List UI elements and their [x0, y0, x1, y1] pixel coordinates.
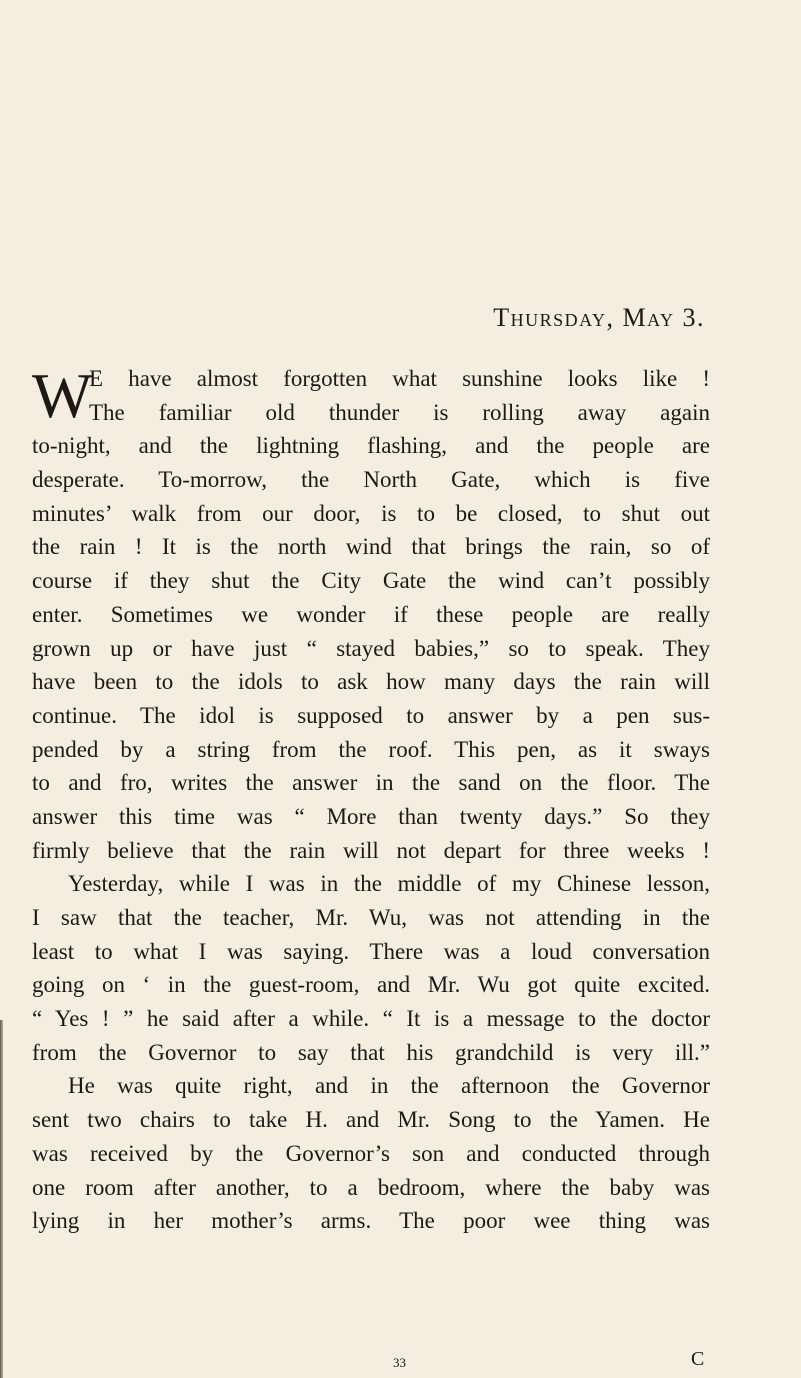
- text-line: least to what I was saying. There was a loud conversation: [32, 938, 710, 964]
- text-line: firmly believe that the rain will not depart for three weeks !: [32, 837, 710, 863]
- drop-cap: W: [32, 360, 93, 431]
- text-line: E have almost forgotten what sunshine looks like !: [89, 366, 710, 391]
- text-line: was received by the Governor’s son and conducted through: [32, 1140, 710, 1166]
- text-line: course if they shut the City Gate the wind can’t possibly: [32, 568, 710, 594]
- text-line: to-night, and the lightning flashing, and the people are: [32, 433, 710, 459]
- text-line: from the Governor to say that his grandchild is very ill.”: [32, 1039, 710, 1065]
- text-line: to and fro, writes the answer in the sand on the floor. The: [32, 770, 710, 796]
- date-heading: Thursday, May 3.: [493, 303, 705, 332]
- text-line: one room after another, to a bedroom, where the baby was: [32, 1174, 710, 1200]
- text-line: Yesterday, while I was in the middle of my Chinese lesson,: [68, 871, 710, 897]
- text-line: grown up or have just “ stayed babies,” so to speak. They: [32, 635, 710, 661]
- signature-mark: C: [691, 1348, 705, 1370]
- body-text: [32, 362, 710, 1238]
- text-line: the rain ! It is the north wind that brings the rain, so of: [32, 534, 710, 560]
- text-line: lying in her mother’s arms. The poor wee thing was: [32, 1208, 710, 1234]
- text-line: The familiar old thunder is rolling away again: [89, 399, 710, 425]
- text-line: sent two chairs to take H. and Mr. Song to the Yamen. He: [32, 1107, 710, 1133]
- page-number: 33: [393, 1355, 406, 1370]
- text-line: minutes’ walk from our door, is to be closed, to shut out: [32, 500, 710, 526]
- text-line: “ Yes ! ” he said after a while. “ It is a message to the doctor: [32, 1006, 710, 1032]
- text-line: I saw that the teacher, Mr. Wu, was not attending in the: [32, 905, 710, 930]
- text-line: desperate. To-morrow, the North Gate, which is five: [32, 467, 710, 493]
- text-line: enter. Sometimes we wonder if these people are really: [32, 601, 710, 627]
- text-line: pended by a string from the roof. This pen, as it sways: [32, 736, 710, 762]
- text-line: He was quite right, and in the afternoon the Governor: [68, 1073, 710, 1099]
- text-line: answer this time was “ More than twenty days.” So they: [32, 803, 710, 829]
- text-line: have been to the idols to ask how many days the rain will: [32, 669, 710, 695]
- text-line: going on ‘ in the guest-room, and Mr. Wu got quite excited.: [32, 972, 710, 998]
- text-line: continue. The idol is supposed to answer by a pen sus-: [32, 702, 710, 728]
- page-edge-shadow: [0, 1020, 3, 1378]
